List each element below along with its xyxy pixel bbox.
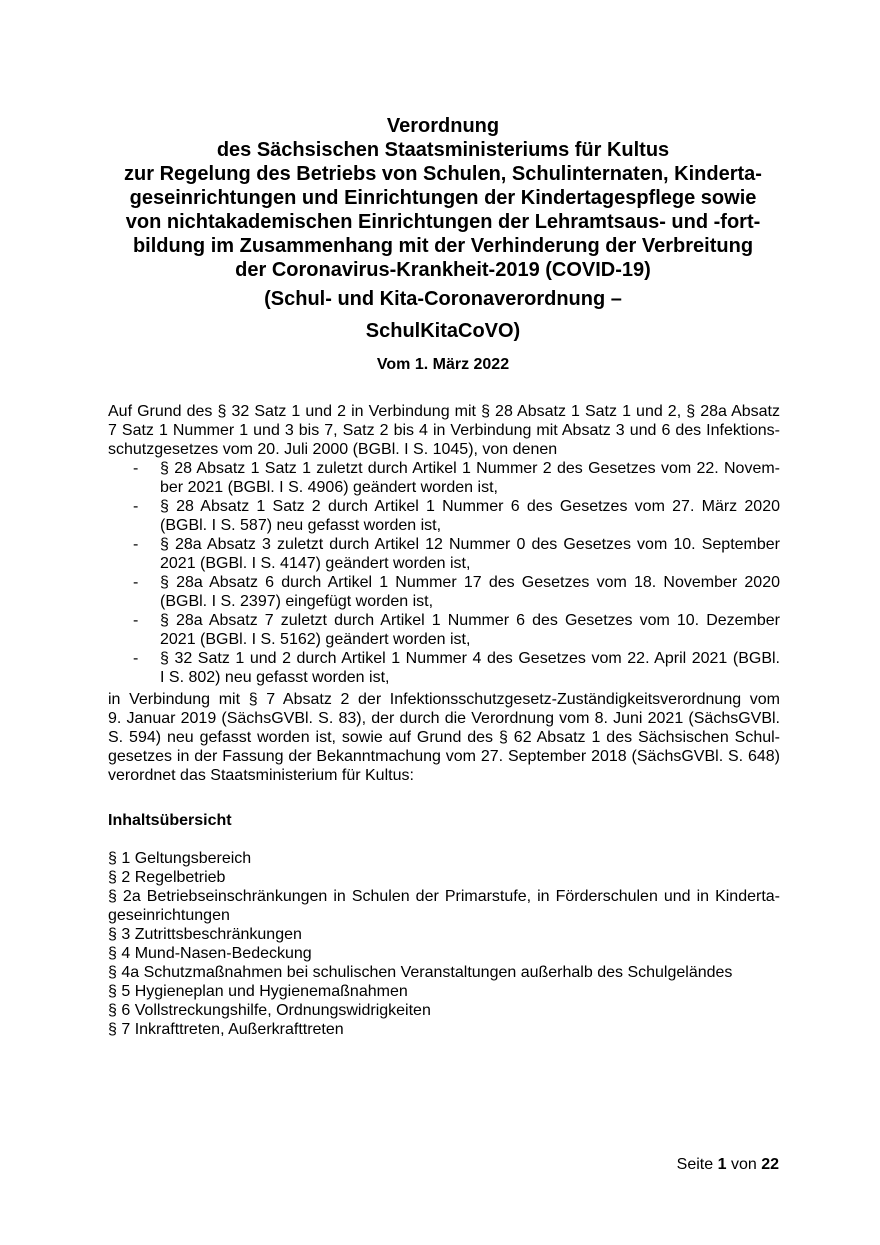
title-line: von nichtakademischen Einrichtungen der Lehramtsaus- und -fort-: [125, 211, 761, 233]
list-item-line: ber 2021 (BGBl. I S. 4906) geändert worden ist,: [160, 479, 498, 496]
list-item-line: 2021 (BGBl. I S. 5162) geändert worden ist,: [160, 631, 471, 648]
footer-middle: von: [730, 1156, 757, 1173]
current-page-number: 1: [717, 1156, 727, 1173]
list-item-line: (BGBl. I S. 2397) eingefügt worden ist,: [160, 593, 434, 610]
preamble-intro: [108, 402, 780, 459]
preamble-line: 9. Januar 2019 (SächsGVBl. S. 83), der durch die Verordnung vom 8. Juni 2021 (SächsGVBl.: [108, 710, 780, 727]
list-item-line: (BGBl. I S. 587) neu gefasst worden ist,: [160, 517, 442, 534]
list-item-line: § 28a Absatz 7 zuletzt durch Artikel 1 Nummer 6 des Gesetzes vom 10. Dezember: [160, 612, 780, 629]
toc-entry: § 2 Regelbetrieb: [108, 869, 226, 886]
toc-entry: § 6 Vollstreckungshilfe, Ordnungswidrigkeiten: [108, 1002, 431, 1019]
preamble-line: gesetzes in der Fassung der Bekanntmachung vom 27. September 2018 (SächsGVBl. S. 648): [108, 748, 780, 765]
title-line: des Sächsischen Staatsministeriums für Kultus: [216, 139, 670, 161]
list-item: [108, 611, 780, 649]
table-of-contents: [108, 849, 780, 1039]
list-item-line: § 28a Absatz 6 durch Artikel 1 Nummer 17 des Gesetzes vom 18. November 2020: [160, 574, 780, 591]
toc-entry: § 5 Hygieneplan und Hygienemaßnahmen: [108, 983, 408, 1000]
toc-entry: § 7 Inkrafttreten, Außerkrafttreten: [108, 1021, 344, 1038]
title-line: bildung im Zusammenhang mit der Verhinderung der Verbreitung: [132, 235, 754, 257]
short-title-line-2: SchulKitaCoVO): [365, 320, 521, 342]
toc-heading: Inhaltsübersicht: [108, 812, 232, 829]
list-item-line: 2021 (BGBl. I S. 4147) geändert worden ist,: [160, 555, 471, 572]
footer-prefix: Seite: [676, 1156, 714, 1173]
title-line: geseinrichtungen und Einrichtungen der Kindertagespflege sowie: [129, 187, 757, 209]
short-title-line-1: (Schul- und Kita-Coronaverordnung –: [264, 288, 622, 310]
title-line: zur Regelung des Betriebs von Schulen, Schulinternaten, Kinderta-: [124, 163, 762, 185]
list-item: [108, 459, 780, 497]
toc-entry: § 1 Geltungsbereich: [108, 850, 252, 867]
ordinance-title: [60, 114, 826, 282]
list-dash: -: [133, 536, 139, 553]
title-line: der Coronavirus-Krankheit-2019 (COVID-19): [235, 259, 651, 281]
page-number-footer: [677, 1155, 779, 1175]
preamble-line: 7 Satz 1 Nummer 1 und 3 bis 7, Satz 2 bis 4 in Verbindung mit Absatz 3 und 6 des Infektions-: [108, 422, 780, 439]
title-line: Verordnung: [386, 115, 500, 137]
list-dash: -: [133, 498, 139, 515]
preamble-line: S. 594) neu gefasst worden ist, sowie auf Grund des § 62 Absatz 1 des Sächsischen Schul-: [108, 729, 780, 746]
list-item-line: I S. 802) neu gefasst worden ist,: [160, 669, 390, 686]
preamble-line: schutzgesetzes vom 20. Juli 2000 (BGBl. I S. 1045), von denen: [108, 441, 558, 458]
list-item: [108, 649, 780, 687]
list-item-line: § 28 Absatz 1 Satz 2 durch Artikel 1 Nummer 6 des Gesetzes vom 27. März 2020: [160, 498, 780, 515]
list-item-line: § 28a Absatz 3 zuletzt durch Artikel 12 Nummer 0 des Gesetzes vom 10. September: [160, 536, 780, 553]
list-item-line: § 32 Satz 1 und 2 durch Artikel 1 Nummer 4 des Gesetzes vom 22. April 2021 (BGBl.: [160, 650, 780, 667]
list-dash: -: [133, 460, 139, 477]
issue-date: Vom 1. März 2022: [376, 356, 510, 373]
preamble-line: Auf Grund des § 32 Satz 1 und 2 in Verbindung mit § 28 Absatz 1 Satz 1 und 2, § 28a Absatz: [108, 403, 780, 420]
list-item: [108, 573, 780, 611]
list-item-line: § 28 Absatz 1 Satz 1 zuletzt durch Artikel 1 Nummer 2 des Gesetzes vom 22. Novem-: [160, 460, 780, 477]
legal-basis-list: [108, 459, 780, 687]
list-dash: -: [133, 650, 139, 667]
list-dash: -: [133, 574, 139, 591]
preamble-line: in Verbindung mit § 7 Absatz 2 der Infektionsschutzgesetz-Zuständigkeitsverordnung vom: [108, 691, 780, 708]
toc-entry: § 3 Zutrittsbeschränkungen: [108, 926, 302, 943]
toc-entry: geseinrichtungen: [108, 907, 230, 924]
preamble-closing: [108, 690, 780, 785]
toc-entry: § 4a Schutzmaßnahmen bei schulischen Veranstaltungen außerhalb des Schulgeländes: [108, 964, 733, 981]
preamble-line: verordnet das Staatsministerium für Kultus:: [108, 767, 414, 784]
toc-entry: § 2a Betriebseinschränkungen in Schulen der Primarstufe, in Förderschulen und in Kinderta-: [108, 888, 780, 905]
list-dash: -: [133, 612, 139, 629]
list-item: [108, 497, 780, 535]
list-item: [108, 535, 780, 573]
toc-entry: § 4 Mund-Nasen-Bedeckung: [108, 945, 312, 962]
total-page-count: 22: [761, 1156, 779, 1173]
